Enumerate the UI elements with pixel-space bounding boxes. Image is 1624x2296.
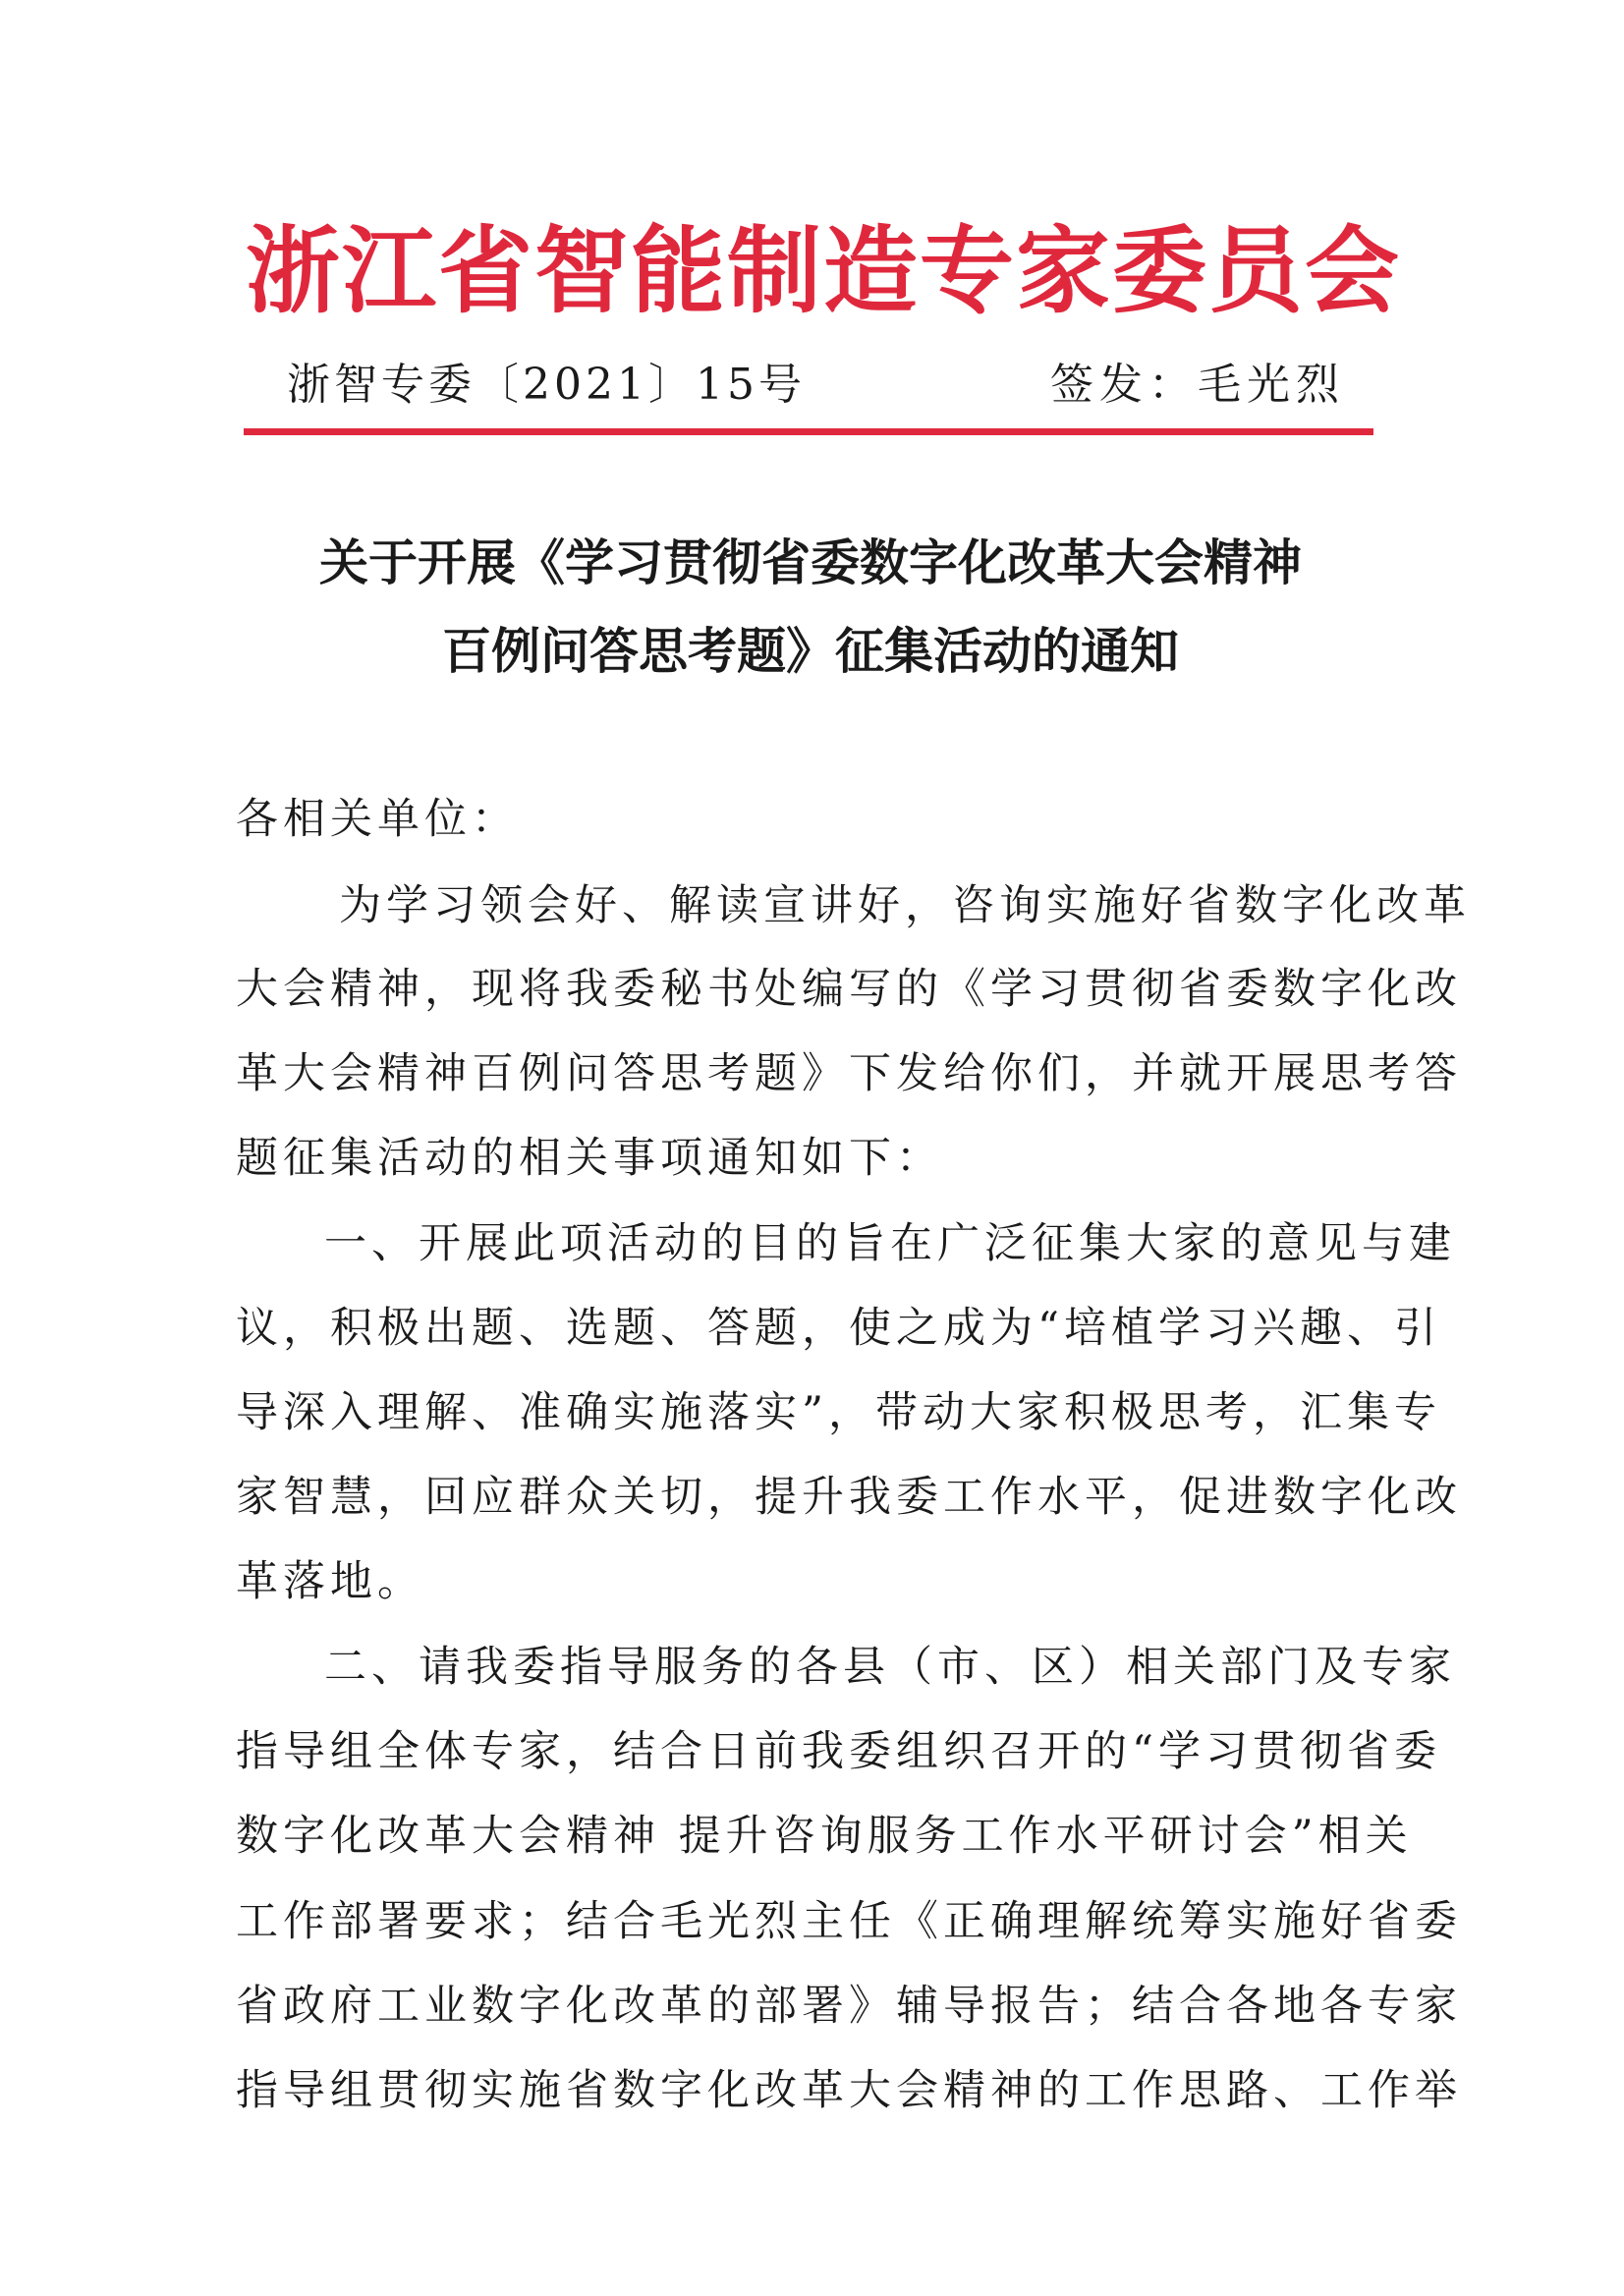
body-line: 指导组全体专家，结合日前我委组织召开的“学习贯彻省委 [236,1727,1441,1776]
body-line: 大会精神，现将我委秘书处编写的《学习贯彻省委数字化改 [236,965,1462,1014]
body-line: 二、请我委指导服务的各县（市、区）相关部门及专家 [324,1643,1456,1692]
body-line: 导深入理解、准确实施落实”，带动大家积极思考，汇集专 [236,1388,1441,1437]
body-line: 家智慧，回应群众关切，提升我委工作水平，促进数字化改 [236,1473,1462,1522]
body-line: 为学习领会好、解读宣讲好，咨询实施好省数字化改革 [339,881,1471,930]
salutation: 各相关单位： [236,795,519,844]
body-line: 工作部署要求；结合毛光烈主任《正确理解统筹实施好省委 [236,1897,1462,1946]
signer: 签发：毛光烈 [1050,360,1345,410]
body-line: 数字化改革大会精神 提升咨询服务工作水平研讨会”相关 [236,1812,1413,1861]
body-line: 革落地。 [236,1557,424,1606]
red-divider [244,428,1373,435]
notice-title-line-1: 关于开展《学习贯彻省委数字化改革大会精神 [319,533,1302,591]
body-line: 指导组贯彻实施省数字化改革大会精神的工作思路、工作举 [236,2066,1462,2115]
body-line: 一、开展此项活动的目的旨在广泛征集大家的意见与建 [324,1219,1456,1268]
body-line: 革大会精神百例问答思考题》下发给你们，并就开展思考答 [236,1049,1462,1098]
org-title: 浙江省智能制造专家委员会 [246,216,1401,326]
notice-title-line-2: 百例问答思考题》征集活动的通知 [442,622,1179,680]
body-line: 省政府工业数字化改革的部署》辅导报告；结合各地各专家 [236,1982,1462,2031]
body-line: 题征集活动的相关事项通知如下： [236,1134,943,1183]
body-line: 议，积极出题、选题、答题，使之成为“培植学习兴趣、引 [236,1304,1441,1353]
document-number: 浙智专委〔2021〕15号 [287,360,806,410]
